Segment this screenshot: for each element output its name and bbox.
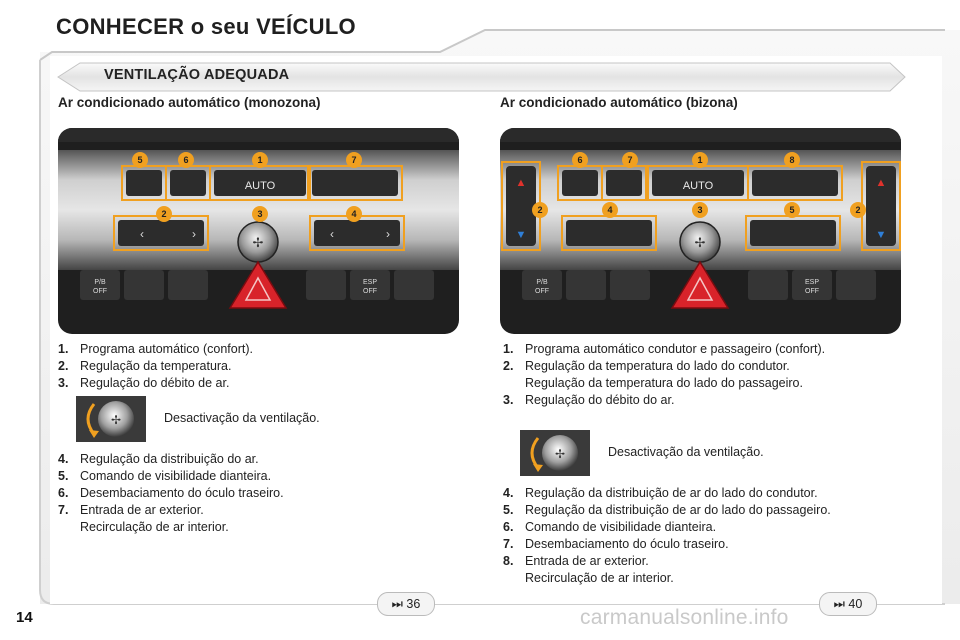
callout-1-bizona: 1 bbox=[697, 155, 703, 165]
fan-knob-icon bbox=[76, 396, 146, 442]
list-item: 5. Regulação da distribuição de ar do lado do passageiro. bbox=[503, 503, 831, 517]
svg-text:P/B: P/B bbox=[536, 279, 548, 286]
left-knob-caption: Desactivação da ventilação. bbox=[164, 411, 320, 425]
list-item: Regulação da temperatura do lado do passageiro. bbox=[525, 376, 803, 390]
svg-text:ESP: ESP bbox=[804, 279, 820, 286]
callout-8-bizona: 8 bbox=[789, 155, 795, 165]
callout-7-bizona: 7 bbox=[627, 155, 633, 165]
page-reference-link-36[interactable]: ⏭ 36 bbox=[377, 592, 435, 616]
list-item: 5. Comando de visibilidade dianteira. bbox=[58, 469, 272, 483]
list-item: 6. Comando de visibilidade dianteira. bbox=[503, 520, 717, 534]
list-item: 7. Entrada de ar exterior. bbox=[58, 503, 204, 517]
list-item: 7. Desembaciamento do óculo traseiro. bbox=[503, 537, 729, 551]
svg-text:ESP: ESP bbox=[362, 279, 378, 286]
list-item: 1. Programa automático (confort). bbox=[58, 342, 253, 356]
callout-4-bizona: 4 bbox=[607, 205, 613, 215]
svg-text:‹: ‹ bbox=[140, 227, 144, 241]
left-legend-list-a bbox=[58, 341, 458, 392]
callout-2: 2 bbox=[161, 209, 167, 219]
list-item: 2. Regulação da temperatura do lado do condutor. bbox=[503, 359, 790, 373]
svg-text:✢: ✢ bbox=[252, 235, 264, 250]
watermark: carmanualsonline.info bbox=[580, 606, 789, 629]
right-legend-list-b bbox=[503, 485, 913, 587]
svg-text:✢: ✢ bbox=[110, 413, 122, 427]
right-legend-list-a bbox=[503, 341, 913, 409]
list-item: 3. Regulação do débito do ar. bbox=[503, 393, 675, 407]
callout-5: 5 bbox=[137, 155, 143, 165]
svg-text:OFF: OFF bbox=[535, 288, 549, 295]
callout-7: 7 bbox=[351, 155, 357, 165]
page-title: CONHECER o seu VEÍCULO bbox=[56, 14, 356, 39]
svg-text:▼: ▼ bbox=[515, 229, 527, 241]
list-item: Recirculação de ar interior. bbox=[80, 520, 229, 534]
svg-text:P/B: P/B bbox=[94, 279, 106, 286]
list-item: 8. Entrada de ar exterior. bbox=[503, 554, 649, 568]
callout-6: 6 bbox=[183, 155, 189, 165]
callout-5-bizona: 5 bbox=[789, 205, 795, 215]
callout-1: 1 bbox=[257, 155, 263, 165]
svg-text:OFF: OFF bbox=[805, 288, 819, 295]
list-item: 3. Regulação do débito de ar. bbox=[58, 376, 230, 390]
fan-knob-icon-bizona bbox=[520, 430, 590, 476]
svg-text:›: › bbox=[192, 227, 196, 241]
svg-text:▲: ▲ bbox=[515, 177, 527, 189]
page-reference-link-40[interactable]: ⏭ 40 bbox=[819, 592, 877, 616]
svg-text:▼: ▼ bbox=[875, 229, 887, 241]
svg-text:OFF: OFF bbox=[93, 288, 107, 295]
right-column-title: Ar condicionado automático (bizona) bbox=[500, 95, 738, 110]
svg-text:‹: ‹ bbox=[330, 227, 334, 241]
list-item: 6. Desembaciamento do óculo traseiro. bbox=[58, 486, 284, 500]
svg-text:✢: ✢ bbox=[694, 235, 706, 250]
callout-2-right-bizona: 2 bbox=[855, 205, 861, 215]
auto-button-label: AUTO bbox=[244, 180, 276, 192]
callout-3-bizona: 3 bbox=[697, 205, 703, 215]
svg-text:OFF: OFF bbox=[363, 288, 377, 295]
svg-text:▲: ▲ bbox=[875, 177, 887, 189]
left-legend-list-b bbox=[58, 451, 458, 536]
callout-4: 4 bbox=[351, 209, 357, 219]
left-column-title: Ar condicionado automático (monozona) bbox=[58, 95, 321, 110]
callout-2-left-bizona: 2 bbox=[537, 205, 543, 215]
section-label: VENTILAÇÃO ADEQUADA bbox=[104, 67, 290, 83]
svg-text:✢: ✢ bbox=[554, 447, 566, 461]
right-knob-caption: Desactivação da ventilação. bbox=[608, 445, 764, 459]
bizona-panel-photo bbox=[500, 128, 901, 334]
list-item: 1. Programa automático condutor e passageiro (confort). bbox=[503, 342, 826, 356]
callout-6-bizona: 6 bbox=[577, 155, 583, 165]
auto-button-label-bizona: AUTO bbox=[682, 180, 714, 192]
list-item: Recirculação de ar interior. bbox=[525, 571, 674, 585]
monozona-panel-photo bbox=[58, 128, 459, 334]
list-item: 4. Regulação da distribuição de ar do lado do condutor. bbox=[503, 486, 818, 500]
list-item: 4. Regulação da distribuição do ar. bbox=[58, 452, 259, 466]
svg-text:›: › bbox=[386, 227, 390, 241]
list-item: 2. Regulação da temperatura. bbox=[58, 359, 232, 373]
callout-3: 3 bbox=[257, 209, 263, 219]
page-number: 14 bbox=[16, 609, 33, 626]
